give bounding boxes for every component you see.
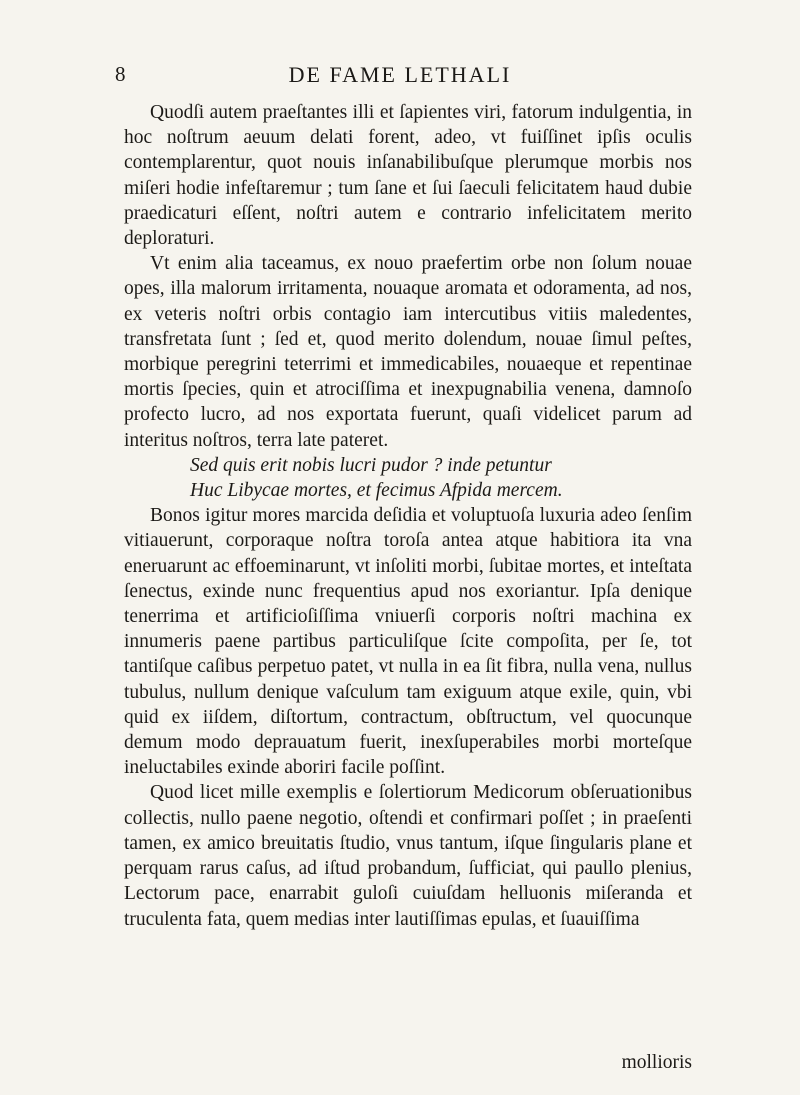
catchword: mollioris [621,1052,692,1073]
body-text [124,100,692,932]
paragraph-1: Quodſi autem praeſtantes illi et ſapientes viri, fatorum indulgentia, in hoc noſtrum aeuum delati forent, adeo, vt fuiſſinet ipſis oculis contemplarentur, quot nouis inſanabilibuſque plerumque morbis nos miſeri hodie infeſtaremur ; tum ſane et ſui ſaeculi felicitatem haud dubie praedicaturi eſſent, noſtri autem e contrario infelicitatem merito deploraturi. [124,102,692,250]
running-head: DE FAME LETHALI [288,62,512,87]
verse-line-2: Huc Libycae mortes, et fecimus Afpida mercem. [190,480,563,502]
paragraph-3: Bonos igitur mores marcida deſidia et voluptuoſa luxuria adeo ſenſim vitiauerunt, corporaque noſtra toroſa antea atque habitiora ita vna eneruarunt ac effoeminarunt, vt inſoliti morbi, ſubitae mortes, et inteſtata ſenectus, exinde nunc frequentius apud nos exoriantur. Ipſa denique tenerrima et artificioſiſſima vniuerſi corporis noſtri machina ex innumeris paene partibus particuliſque ſcite compoſita, per ſe, tot tantiſque caſibus perpetuo patet, vt nulla in ea ſit fibra, nulla vena, nullus tubulus, nullum denique vaſculum tam exiguum atque exile, quin, vbi quid ex iiſdem, diſtortum, contractum, obſtructum, vel quocunque demum modo deprauatum fuerit, inexſuperabiles morbi morteſque ineluctabiles exinde aboriri facile poſſint. [124,505,692,779]
paragraph-4: Quod licet mille exemplis e ſolertiorum Medicorum obſeruationibus collectis, nullo paene negotio, oſtendi et confirmari poſſet ; in praeſenti tamen, ex amico breuitatis ſtudio, vnus tantum, iſque ſingularis plane et perquam rarus caſus, ad iſtud probandum, ſufficiat, qui paullo plenius, Lectorum pace, enarrabit guloſi cuiuſdam helluonis miſeranda et truculenta fata, quem medias inter lautiſſimas epulas, et ſuauiſſima [124,782,692,930]
page-number: 8 [115,62,127,86]
verse-line-1: Sed quis erit nobis lucri pudor ? inde petuntur [190,454,552,476]
page-header [0,62,800,92]
paragraph-2: Vt enim alia taceamus, ex nouo praefertim orbe non ſolum nouae opes, illa malorum irritamenta, nouaque aromata et odoramenta, ad nos, ex veteris noſtri orbis contagio iam intercutibus vitiis maledentes, transfretata ſunt ; ſed et, quod merito dolendum, nouae ſimul peſtes, morbique peregrini teterrimi et immedicabiles, nouaeque et repentinae mortis ſpecies, quin et atrociſſima et inexpugnabilia venena, damnoſo profecto lucro, ad nos exportata fuerunt, quaſi videlicet parum ad interitus noſtros, terra late pateret. [124,253,692,451]
